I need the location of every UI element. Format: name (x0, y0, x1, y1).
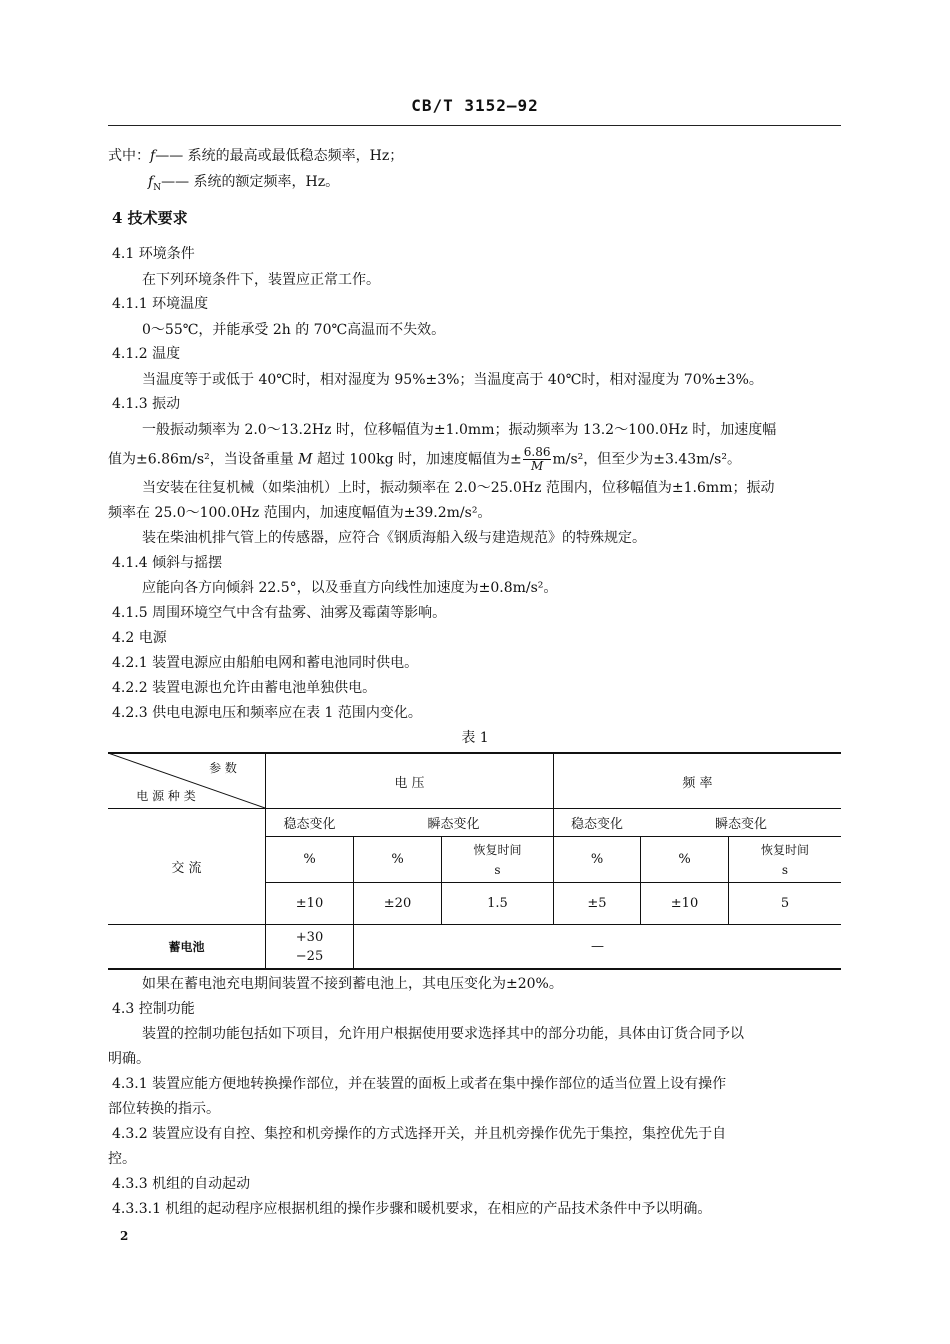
table-note: 如果在蓄电池充电期间装置不接到蓄电池上，其电压变化为±20%。 (142, 976, 563, 992)
section-4-2-3: 4.2.3 供电电源电压和频率应在表 1 范围内变化。 (112, 705, 422, 721)
section-4-1-4-text: 应能向各方向倾斜 22.5°，以及垂直方向线性加速度为±0.8m/s²。 (142, 580, 558, 596)
unit-recovery-voltage (442, 837, 553, 882)
section-4-heading: 4 技术要求 (112, 209, 188, 227)
section-4-3-1-a: 4.3.1 装置应能方便地转换操作部位，并在装置的面板上或者在集中操作部位的适当位置上设有操作 (112, 1076, 727, 1092)
section-4-3-text-b: 明确。 (108, 1051, 150, 1067)
section-4-2-2: 4.2.2 装置电源也允许由蓄电池单独供电。 (112, 680, 377, 696)
section-4-3-2-a: 4.3.2 装置应设有自控、集控和机旁操作的方式选择开关，并且机旁操作优先于集控，集控优先于自 (112, 1126, 727, 1142)
para-1b-post: m/s²，但至少为±3.43m/s²。 (552, 451, 741, 468)
formula-symbol-fn-sub: N (153, 182, 162, 193)
battery-voltage-plus: +30 (295, 930, 324, 945)
section-4-3-3-1: 4.3.3.1 机组的起动程序应根据机组的操作步骤和暖机要求，在相应的产品技术条件中予以明确。 (112, 1201, 712, 1217)
section-4-1-3-heading: 4.1.3 振动 (112, 396, 181, 412)
formula-note-line-1 (108, 146, 403, 166)
formula-symbol-fn: f (148, 174, 154, 190)
ac-voltage-recovery-value: 1.5 (487, 896, 508, 911)
recovery-unit-s: s (494, 862, 501, 877)
para-1b-mid: 超过 100kg 时，加速度幅值为± (316, 451, 522, 468)
unit-pct-1: % (303, 852, 316, 867)
battery-voltage-value (266, 926, 353, 968)
unit-recovery-frequency (729, 837, 841, 882)
fraction-numerator: 6.86 (523, 445, 551, 459)
section-4-3-2-b: 控。 (108, 1151, 136, 1167)
section-4-1-2-heading: 4.1.2 温度 (112, 346, 181, 362)
battery-voltage-minus: −25 (295, 949, 324, 964)
section-4-3-heading: 4.3 控制功能 (112, 1001, 195, 1017)
acceleration-fraction (523, 446, 552, 473)
frequency-header: 频 率 (682, 775, 713, 791)
ac-voltage-steady-value: ±10 (295, 896, 324, 911)
table-caption: 表 1 (461, 730, 489, 746)
ac-frequency-recovery-value: 5 (780, 896, 790, 911)
battery-frequency-value: — (591, 939, 604, 954)
section-4-1-1-heading: 4.1.1 环境温度 (112, 296, 209, 312)
para-1b-pre: 值为±6.86m/s²，当设备重量 (108, 451, 294, 468)
fraction-denominator: M (530, 459, 544, 473)
battery-row-label: 蓄电池 (168, 940, 205, 954)
section-4-1-3-para-2a: 当安装在往复机械（如柴油机）上时，振动频率在 2.0～25.0Hz 范围内，位移幅值为±1.6mm；振动 (142, 480, 775, 496)
section-4-1-3-para-1b (108, 446, 741, 473)
section-4-1-text: 在下列环境条件下，装置应正常工作。 (142, 272, 380, 288)
diag-top-label: 参 数 (209, 760, 237, 775)
frequency-transient-header: 瞬态变化 (714, 817, 767, 832)
formula-note-prefix: 式中： (108, 148, 150, 164)
section-4-3-text-a: 装置的控制功能包括如下项目，允许用户根据使用要求选择其中的部分功能，具体由订货合同予以 (142, 1026, 744, 1042)
table-bottom-border (108, 968, 841, 970)
section-4-1-3-para-2b: 频率在 25.0～100.0Hz 范围内，加速度幅值为±39.2m/s²。 (108, 505, 492, 521)
recovery-unit-s: s (781, 862, 789, 877)
section-4-1-3-para-1a: 一般振动频率为 2.0～13.2Hz 时，位移幅值为±1.0mm；振动频率为 13.2～100.0Hz 时，加速度幅 (142, 422, 777, 438)
ac-voltage-transient-value: ±20 (383, 896, 412, 911)
formula-note-text-1: —— 系统的最高或最低稳态频率，Hz； (155, 148, 404, 164)
unit-pct-3: % (590, 852, 604, 867)
voltage-header: 电 压 (394, 775, 425, 791)
section-4-1-3-para-3: 装在柴油机排气管上的传感器，应符合《钢质海船入级与建造规范》的特殊规定。 (142, 530, 646, 546)
section-4-3-1-b: 部位转换的指示。 (108, 1101, 220, 1117)
symbol-M: M (298, 451, 313, 468)
frequency-steady-header: 稳态变化 (570, 817, 623, 832)
section-4-2-heading: 4.2 电源 (112, 630, 167, 646)
voltage-steady-header: 稳态变化 (283, 817, 336, 832)
table-1 (108, 752, 841, 970)
diag-bottom-label: 电 源 种 类 (136, 788, 196, 803)
ac-frequency-transient-value: ±10 (670, 896, 699, 911)
section-4-1-2-text: 当温度等于或低于 40℃时，相对湿度为 95%±3%；当温度高于 40℃时，相对湿度为 70%±3%。 (142, 372, 763, 388)
recovery-time-label: 恢复时间 (473, 842, 522, 857)
section-4-3-3-heading: 4.3.3 机组的自动起动 (112, 1176, 251, 1192)
section-4-1-heading: 4.1 环境条件 (112, 246, 195, 262)
section-4-1-1-text: 0～55℃，并能承受 2h 的 70℃高温而不失效。 (142, 322, 446, 338)
recovery-time-label: 恢复时间 (760, 842, 809, 857)
page-number: 2 (120, 1229, 129, 1243)
ac-row-label: 交 流 (171, 861, 202, 876)
ac-frequency-steady-value: ±5 (587, 896, 607, 911)
section-4-2-1: 4.2.1 装置电源应由船舶电网和蓄电池同时供电。 (112, 655, 419, 671)
unit-pct-2: % (391, 852, 404, 867)
voltage-transient-header: 瞬态变化 (427, 817, 480, 832)
unit-pct-4: % (678, 852, 691, 867)
formula-symbol-f: f (150, 148, 156, 164)
header-rule (108, 125, 841, 126)
formula-note-line-2 (148, 172, 339, 198)
formula-note-text-2: —— 系统的额定频率，Hz。 (161, 174, 340, 190)
section-4-1-5: 4.1.5 周围环境空气中含有盐雾、油雾及霉菌等影响。 (112, 605, 447, 621)
section-4-1-4-heading: 4.1.4 倾斜与摇摆 (112, 555, 223, 571)
standard-code-header: CB/T 3152—92 (411, 96, 539, 115)
